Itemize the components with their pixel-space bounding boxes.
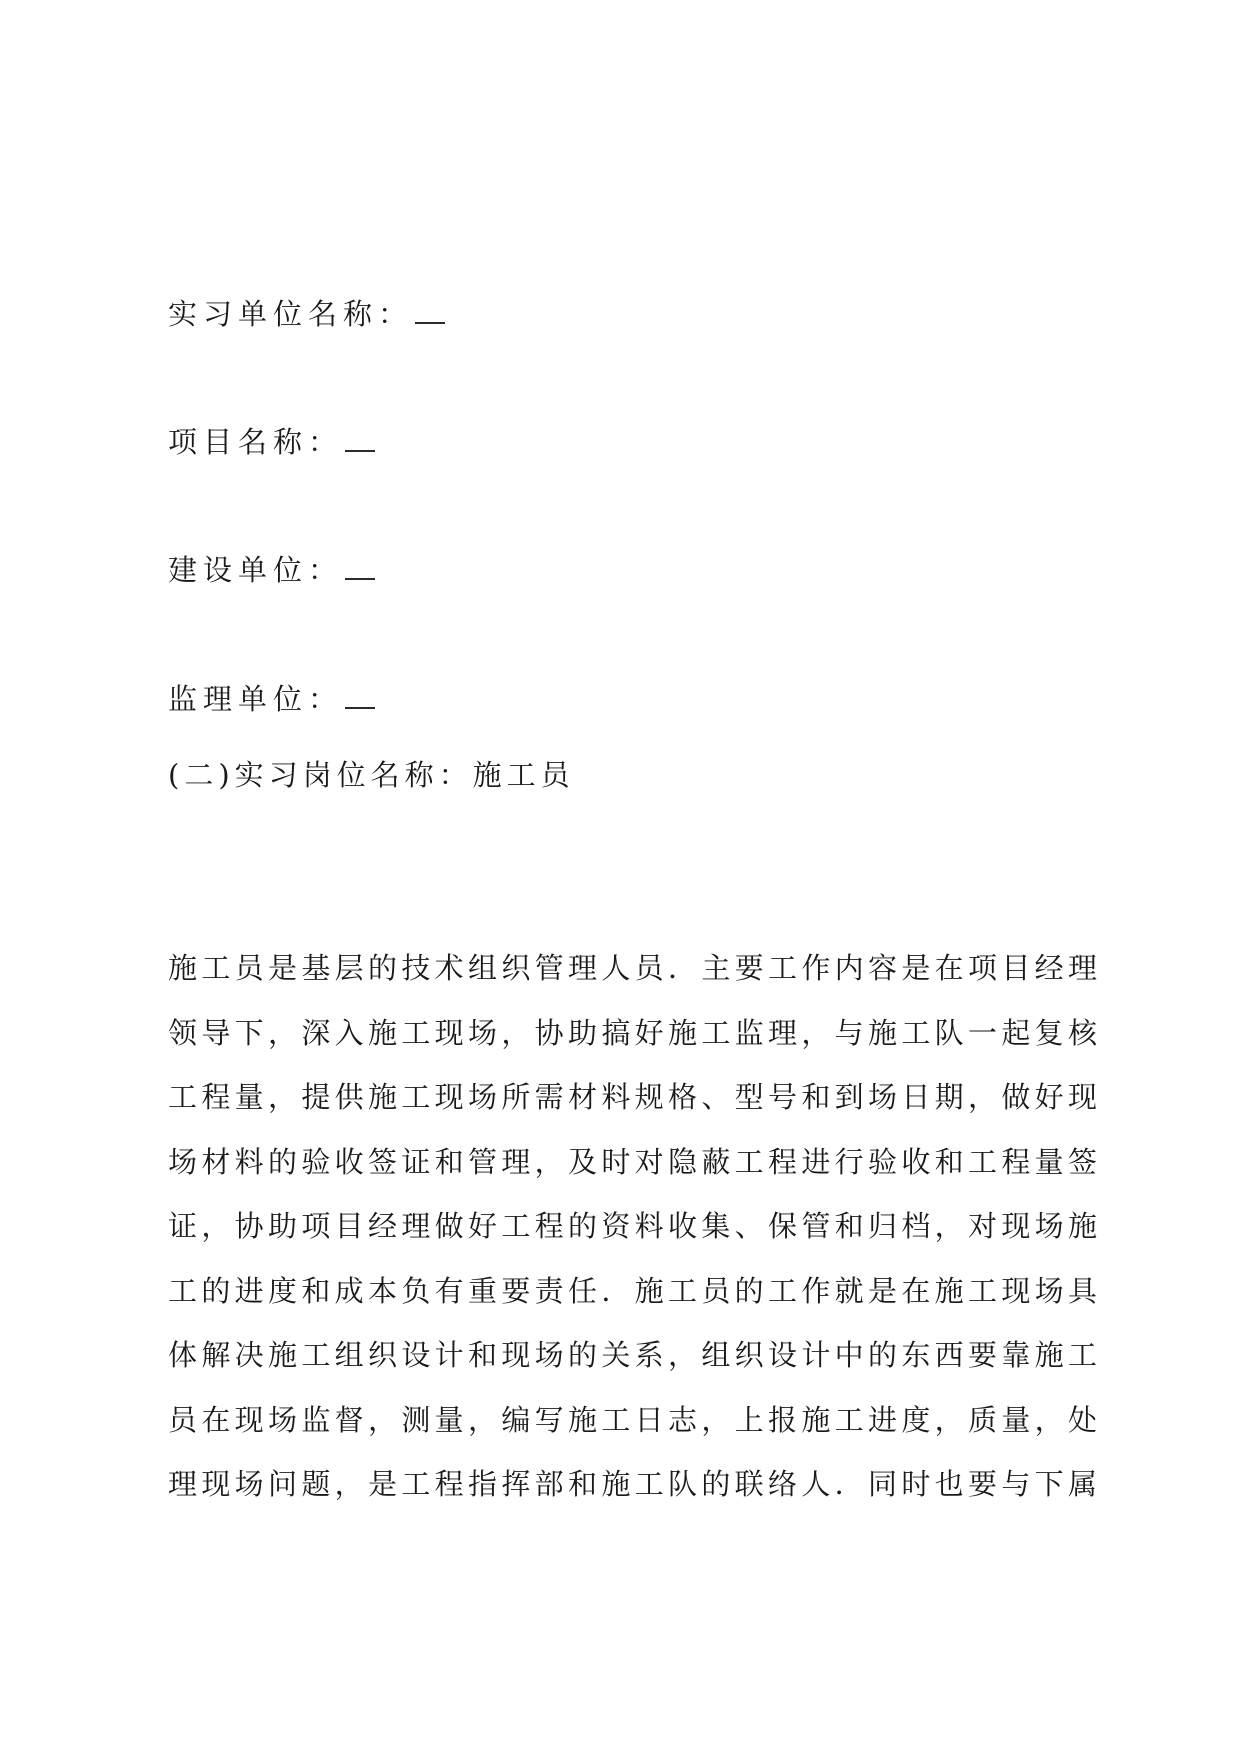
section-title: (二)实习岗位名称：施工员 (168, 758, 575, 792)
paragraph-line: 员在现场监督，测量，编写施工日志，上报施工进度，质量，处 (168, 1402, 1098, 1437)
paragraph-line: 工的进度和成本负有重要责任．施工员的工作就是在施工现场具 (168, 1273, 1098, 1308)
field-label: 项目名称： (168, 425, 344, 459)
paragraph-line: 体解决施工组织设计和现场的关系，组织设计中的东西要靠施工 (168, 1338, 1098, 1372)
blank-line (415, 300, 445, 324)
field-project-name (168, 422, 375, 462)
paragraph-line: 证，协助项目经理做好工程的资料收集、保管和归档，对现场施 (168, 1209, 1098, 1243)
body-paragraph (168, 936, 1098, 1517)
field-construction-unit (168, 550, 375, 590)
field-label: 监理单位： (168, 682, 344, 716)
paragraph-line: 领导下，深入施工现场，协助搞好施工监理，与施工队一起复核 (168, 1015, 1098, 1050)
paragraph-line: 场材料的验收签证和管理，及时对隐蔽工程进行验收和工程量签 (168, 1144, 1098, 1179)
field-label: 实习单位名称： (168, 297, 414, 331)
field-label: 建设单位： (168, 553, 344, 587)
paragraph-line: 施工员是基层的技术组织管理人员．主要工作内容是在项目经理 (168, 951, 1098, 985)
field-supervision-unit (168, 679, 375, 719)
blank-line (345, 685, 375, 709)
blank-line (345, 428, 375, 452)
field-internship-unit (168, 294, 445, 334)
blank-line (345, 556, 375, 580)
paragraph-line: 工程量，提供施工现场所需材料规格、型号和到场日期，做好现 (168, 1080, 1098, 1114)
paragraph-line: 理现场问题，是工程指挥部和施工队的联络人．同时也要与下属 (168, 1467, 1098, 1501)
